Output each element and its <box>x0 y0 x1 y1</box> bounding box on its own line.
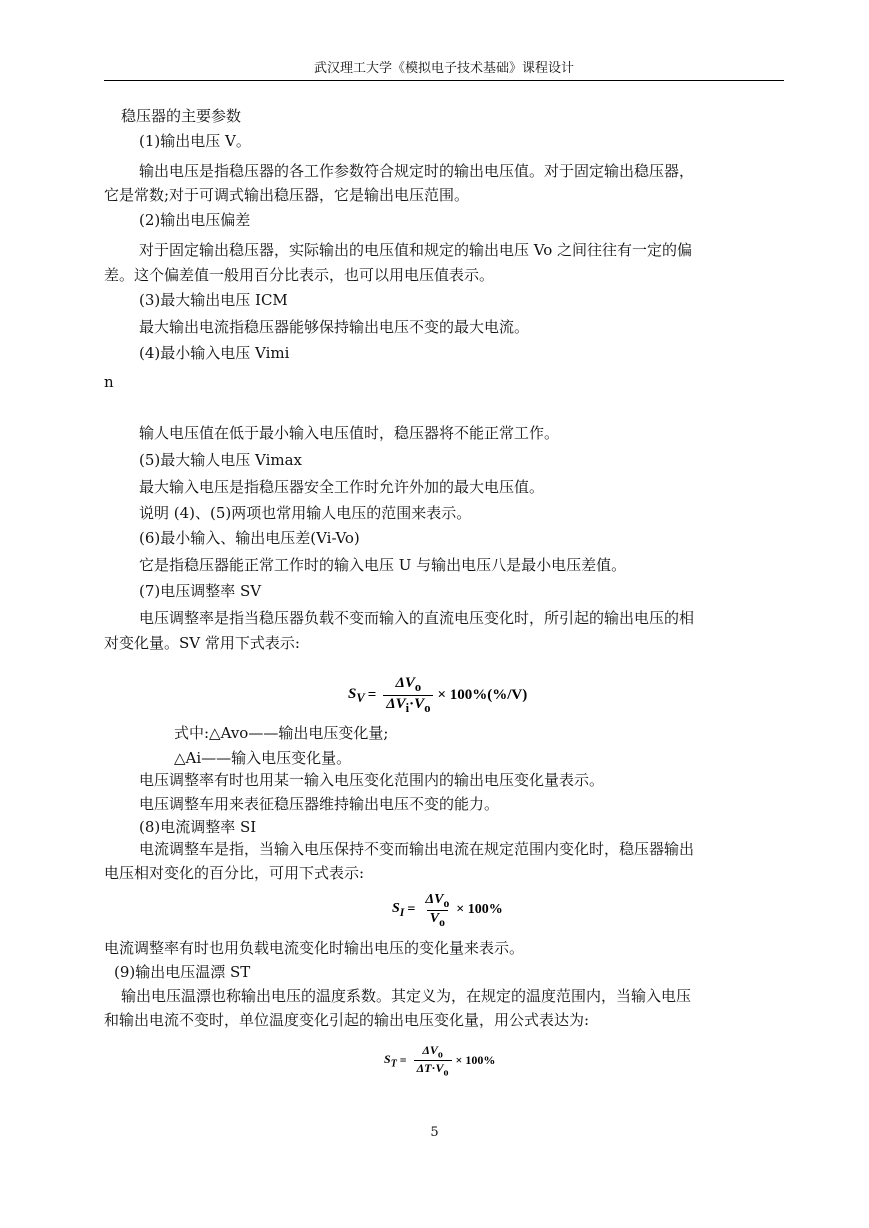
paragraph-line: 它是指稳压器能正常工作时的输入电压 U 与输出电压八是最小电压差值。 <box>139 556 627 574</box>
paragraph-line: 说明 (4)、(5)两项也常用输人电压的范围来表示。 <box>139 504 472 522</box>
paragraph-line: 电流调整率有时也用负载电流变化时输出电压的变化量来表示。 <box>104 939 525 957</box>
item-heading-5: (5)最大输人电压 Vimax <box>139 451 303 469</box>
paragraph-line: 电压调整率有时也用某一输入电压变化范围内的输出电压变化量表示。 <box>139 771 605 789</box>
paragraph-line: 输人电压值在低于最小输入电压值时，稳压器将不能正常工作。 <box>139 424 560 442</box>
paragraph-line: 电压调整车用来表征稳压器维持输出电压不变的能力。 <box>139 795 500 813</box>
item-heading-2: (2)输出电压偏差 <box>139 211 251 229</box>
paragraph-line: 对于固定输出稳压器，实际输出的电压值和规定的输出电压 Vo 之间往往有一定的偏 <box>139 241 693 259</box>
paragraph-line: 电流调整车是指，当输入电压保持不变而输出电流在规定范围内变化时，稳压器输出 <box>139 840 695 858</box>
paragraph-line: △Ai——输入电压变化量。 <box>174 749 352 767</box>
page-header-title: 武汉理工大学《模拟电子技术基础》课程设计 <box>313 61 574 76</box>
item-heading-4: (4)最小输入电压 Vimi <box>139 344 290 362</box>
paragraph-line: 输出电压是指稳压器的各工作参数符合规定时的输出电压值。对于固定输出稳压器， <box>139 162 695 180</box>
wrapped-fragment: n <box>104 373 114 391</box>
formula-st: $S_T$ = $\frac{\Delta V_o}{\Delta T\cdot V_o}$ × 100% <box>384 1043 496 1079</box>
paragraph-line: 最大输入电压是指稳压器安全工作时允许外加的最大电压值。 <box>139 478 545 496</box>
paragraph-line: 电压相对变化的百分比，可用下式表示: <box>104 864 365 882</box>
paragraph-line: 和输出电流不变时，单位温度变化引起的输出电压变化量，用公式表达为: <box>104 1011 590 1029</box>
item-heading-3: (3)最大输出电压 ICM <box>139 291 288 309</box>
item-heading-1: (1)输出电压 V。 <box>139 132 251 150</box>
paragraph-line: 输出电压温漂也称输出电压的温度系数。其定义为，在规定的温度范围内，当输入电压 <box>121 987 692 1005</box>
item-heading-7: (7)电压调整率 SV <box>139 582 262 600</box>
page-number: 5 <box>430 1125 439 1140</box>
item-heading-8: (8)电流调整率 SI <box>139 818 257 836</box>
paragraph-line: 电压调整率是指当稳压器负载不变而输入的直流电压变化时，所引起的输出电压的相 <box>139 609 695 627</box>
item-heading-6: (6)最小输入、输出电压差(Vi-Vo) <box>139 529 360 547</box>
section-heading: 稳压器的主要参数 <box>121 107 242 125</box>
formula-si: $S_I$ = $\frac{\Delta V_o}{V_o}$ × 100% <box>392 892 503 929</box>
paragraph-line: 它是常数;对于可调式输出稳压器，它是输出电压范围。 <box>104 186 470 204</box>
paragraph-line: 对变化量。SV 常用下式表示: <box>104 634 300 652</box>
paragraph-line: 式中:△Avo——输出电压变化量; <box>174 724 389 742</box>
paragraph-line: 最大输出电流指稳压器能够保持输出电压不变的最大电流。 <box>139 318 530 336</box>
header-rule <box>104 80 784 81</box>
paragraph-line: 差。这个偏差值一般用百分比表示，也可以用电压值表示。 <box>104 266 495 284</box>
item-heading-9: (9)输出电压温漂 ST <box>114 963 251 981</box>
formula-sv: $S_V$ = $\frac{\Delta V_o}{\Delta V_i\cdot V_o}$ × 100%(%/V) <box>348 675 528 715</box>
